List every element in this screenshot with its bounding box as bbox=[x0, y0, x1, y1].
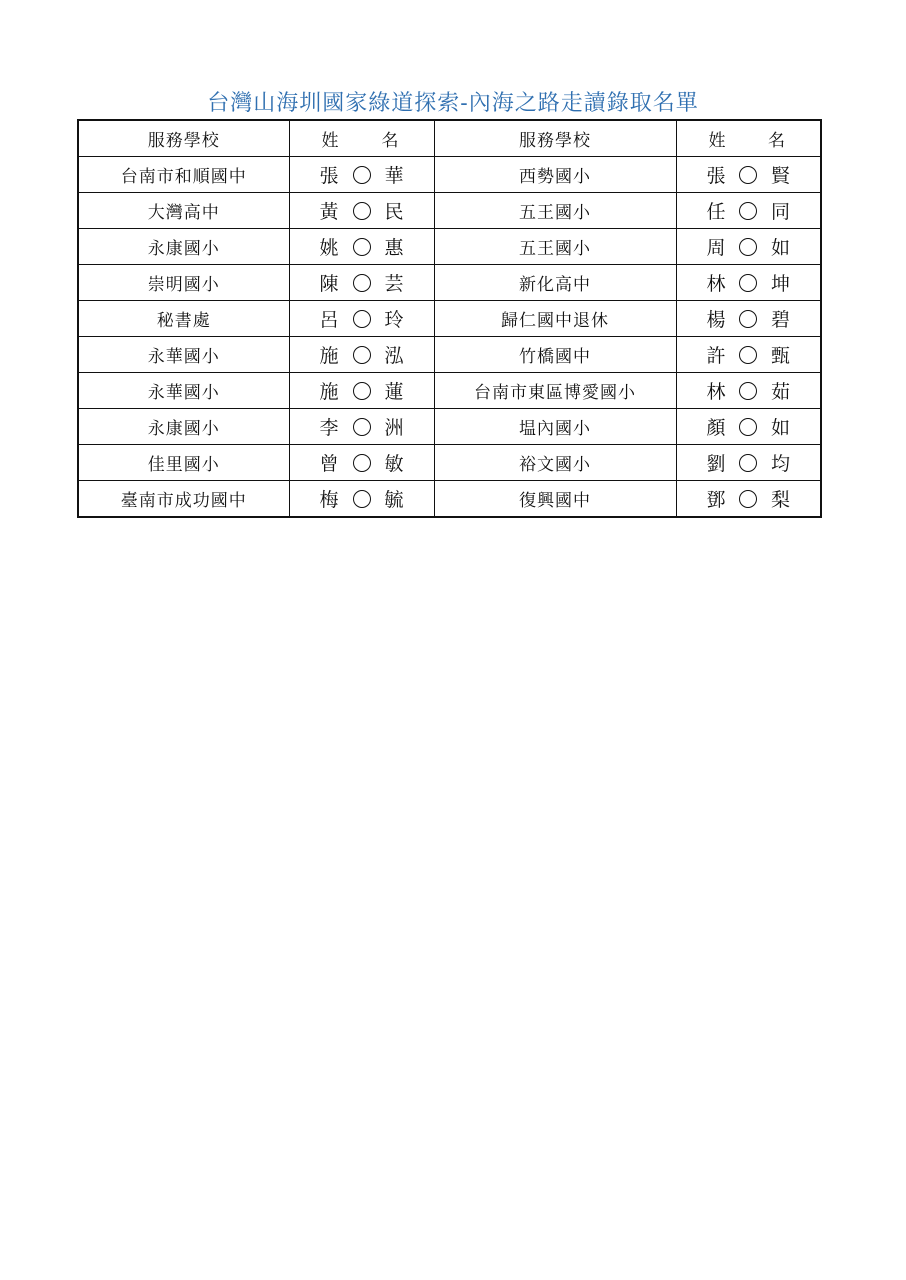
surname: 楊 bbox=[706, 309, 726, 331]
given-name: 均 bbox=[770, 453, 790, 475]
given-name: 碧 bbox=[770, 309, 790, 331]
masked-name bbox=[677, 413, 821, 440]
table-row bbox=[78, 337, 821, 373]
surname: 李 bbox=[319, 417, 339, 439]
name-cell bbox=[289, 481, 434, 518]
name-cell bbox=[289, 229, 434, 265]
circle-icon bbox=[353, 346, 371, 364]
given-name: 甄 bbox=[770, 345, 790, 367]
given-name: 如 bbox=[770, 237, 790, 259]
school-cell: 新化高中 bbox=[434, 265, 676, 301]
school-cell: 台南市東區博愛國小 bbox=[434, 373, 676, 409]
name-cell bbox=[289, 445, 434, 481]
masked-name bbox=[290, 377, 434, 404]
school-cell: 五王國小 bbox=[434, 193, 676, 229]
name-cell bbox=[289, 409, 434, 445]
surname: 張 bbox=[706, 165, 726, 187]
school-cell: 崇明國小 bbox=[78, 265, 289, 301]
name-cell bbox=[289, 337, 434, 373]
given-name: 賢 bbox=[770, 165, 790, 187]
masked-name bbox=[677, 485, 821, 512]
surname: 施 bbox=[319, 381, 339, 403]
header-name-left bbox=[289, 120, 434, 157]
name-cell bbox=[676, 337, 821, 373]
table-row bbox=[78, 301, 821, 337]
school-cell: 復興國中 bbox=[434, 481, 676, 518]
masked-name bbox=[677, 341, 821, 368]
given-name: 洲 bbox=[384, 417, 404, 439]
surname: 黃 bbox=[319, 201, 339, 223]
header-surname-label: 姓 bbox=[708, 131, 727, 151]
circle-icon bbox=[353, 310, 371, 328]
school-cell: 秘書處 bbox=[78, 301, 289, 337]
school-cell: 大灣高中 bbox=[78, 193, 289, 229]
given-name: 芸 bbox=[384, 273, 404, 295]
circle-icon bbox=[739, 490, 757, 508]
masked-name bbox=[677, 449, 821, 476]
name-cell bbox=[676, 445, 821, 481]
circle-icon bbox=[739, 274, 757, 292]
table-row bbox=[78, 265, 821, 301]
school-cell: 永康國小 bbox=[78, 409, 289, 445]
name-cell bbox=[289, 193, 434, 229]
name-cell bbox=[289, 157, 434, 193]
admission-list-table bbox=[77, 119, 822, 518]
school-cell: 台南市和順國中 bbox=[78, 157, 289, 193]
given-name: 惠 bbox=[384, 237, 404, 259]
given-name: 民 bbox=[384, 201, 404, 223]
masked-name bbox=[290, 305, 434, 332]
given-name: 泓 bbox=[384, 345, 404, 367]
header-given-label: 名 bbox=[768, 131, 786, 151]
school-cell: 裕文國小 bbox=[434, 445, 676, 481]
masked-name bbox=[290, 161, 434, 188]
masked-name bbox=[290, 449, 434, 476]
surname: 呂 bbox=[319, 309, 339, 331]
name-cell bbox=[676, 193, 821, 229]
name-cell bbox=[289, 301, 434, 337]
header-school-left: 服務學校 bbox=[78, 120, 289, 157]
table-row bbox=[78, 445, 821, 481]
surname: 任 bbox=[706, 201, 726, 223]
circle-icon bbox=[739, 346, 757, 364]
table-row bbox=[78, 481, 821, 518]
circle-icon bbox=[353, 490, 371, 508]
masked-name bbox=[290, 485, 434, 512]
circle-icon bbox=[353, 382, 371, 400]
table-row bbox=[78, 193, 821, 229]
circle-icon bbox=[739, 382, 757, 400]
masked-name bbox=[677, 305, 821, 332]
circle-icon bbox=[353, 202, 371, 220]
given-name: 華 bbox=[384, 165, 404, 187]
circle-icon bbox=[739, 418, 757, 436]
surname: 顏 bbox=[706, 417, 726, 439]
school-cell: 西勢國小 bbox=[434, 157, 676, 193]
header-surname-label: 姓 bbox=[321, 131, 340, 151]
header-name-right bbox=[676, 120, 821, 157]
circle-icon bbox=[353, 166, 371, 184]
masked-name bbox=[290, 413, 434, 440]
circle-icon bbox=[739, 166, 757, 184]
table-row bbox=[78, 229, 821, 265]
circle-icon bbox=[353, 238, 371, 256]
circle-icon bbox=[739, 238, 757, 256]
surname: 施 bbox=[319, 345, 339, 367]
school-cell: 佳里國小 bbox=[78, 445, 289, 481]
given-name: 同 bbox=[770, 201, 790, 223]
surname: 鄧 bbox=[706, 489, 726, 511]
circle-icon bbox=[739, 310, 757, 328]
name-cell bbox=[289, 373, 434, 409]
given-name: 坤 bbox=[770, 273, 790, 295]
name-cell bbox=[676, 409, 821, 445]
surname: 梅 bbox=[319, 489, 339, 511]
school-cell: 永康國小 bbox=[78, 229, 289, 265]
masked-name bbox=[677, 197, 821, 224]
surname: 張 bbox=[319, 165, 339, 187]
surname: 陳 bbox=[319, 273, 339, 295]
surname: 林 bbox=[706, 381, 726, 403]
table-row bbox=[78, 409, 821, 445]
surname: 姚 bbox=[319, 237, 339, 259]
school-cell: 塭內國小 bbox=[434, 409, 676, 445]
school-cell: 永華國小 bbox=[78, 373, 289, 409]
table-body bbox=[78, 157, 821, 518]
masked-name bbox=[677, 161, 821, 188]
header-school-right: 服務學校 bbox=[434, 120, 676, 157]
name-cell bbox=[676, 157, 821, 193]
name-cell bbox=[289, 265, 434, 301]
given-name: 蓮 bbox=[384, 381, 404, 403]
header-given-label: 名 bbox=[381, 131, 400, 151]
table-row bbox=[78, 373, 821, 409]
name-cell bbox=[676, 229, 821, 265]
table-row bbox=[78, 157, 821, 193]
masked-name bbox=[677, 377, 821, 404]
name-cell bbox=[676, 373, 821, 409]
masked-name bbox=[290, 233, 434, 260]
school-cell: 臺南市成功國中 bbox=[78, 481, 289, 518]
school-cell: 竹橋國中 bbox=[434, 337, 676, 373]
given-name: 玲 bbox=[384, 309, 404, 331]
circle-icon bbox=[739, 454, 757, 472]
name-cell bbox=[676, 265, 821, 301]
name-cell bbox=[676, 301, 821, 337]
surname: 許 bbox=[706, 345, 726, 367]
given-name: 敏 bbox=[384, 453, 404, 475]
masked-name bbox=[290, 341, 434, 368]
page-title: 台灣山海圳國家綠道探索-內海之路走讀錄取名單 bbox=[207, 91, 699, 116]
table-header-row bbox=[78, 120, 821, 157]
masked-name bbox=[290, 197, 434, 224]
masked-name bbox=[677, 233, 821, 260]
school-cell: 五王國小 bbox=[434, 229, 676, 265]
school-cell: 永華國小 bbox=[78, 337, 289, 373]
given-name: 如 bbox=[770, 417, 790, 439]
surname: 曾 bbox=[319, 453, 339, 475]
circle-icon bbox=[353, 274, 371, 292]
surname: 劉 bbox=[706, 453, 726, 475]
surname: 林 bbox=[706, 273, 726, 295]
circle-icon bbox=[353, 454, 371, 472]
name-cell bbox=[676, 481, 821, 518]
given-name: 茹 bbox=[770, 381, 790, 403]
given-name: 梨 bbox=[770, 489, 790, 511]
surname: 周 bbox=[706, 237, 726, 259]
given-name: 毓 bbox=[384, 489, 404, 511]
masked-name bbox=[290, 269, 434, 296]
circle-icon bbox=[353, 418, 371, 436]
circle-icon bbox=[739, 202, 757, 220]
school-cell: 歸仁國中退休 bbox=[434, 301, 676, 337]
masked-name bbox=[677, 269, 821, 296]
